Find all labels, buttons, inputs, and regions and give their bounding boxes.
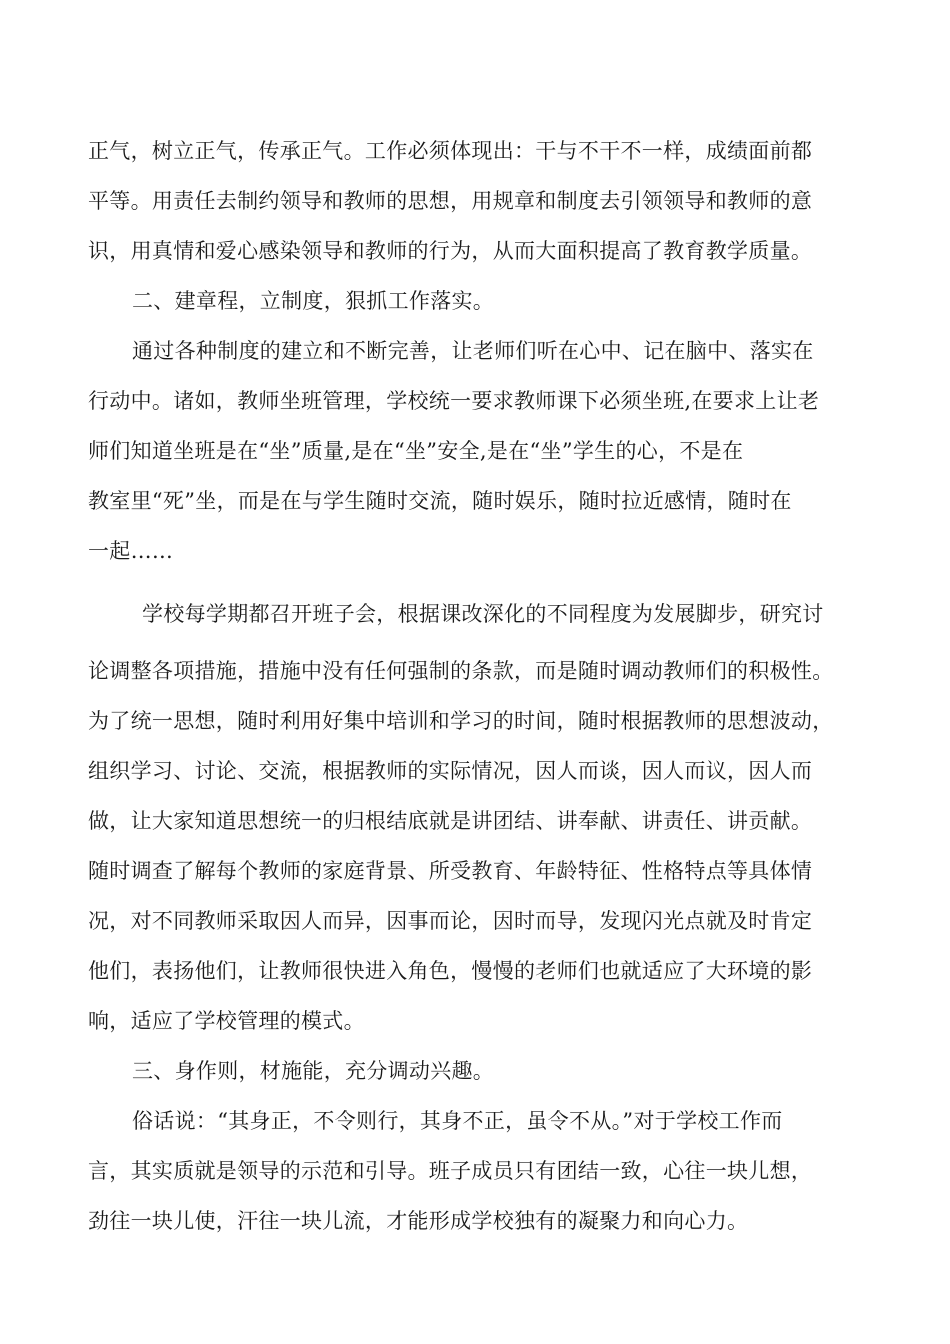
text-line: 教室里“死”坐，而是在与学生随时交流，随时娱乐，随时拉近感情，随时在	[88, 489, 792, 513]
text-line: 师们知道坐班是在“坐”质量,是在“坐”安全,是在“坐”学生的心，不是在	[88, 439, 744, 463]
text-line: 行动中。诸如，教师坐班管理，学校统一要求教师课下必须坐班,在要求上让老	[88, 389, 820, 413]
text-line: 为了统一思想，随时利用好集中培训和学习的时间，随时根据教师的思想波动，	[88, 709, 834, 733]
section-heading: 三、身作则，材施能，充分调动兴趣。	[132, 1059, 495, 1083]
text-line: 俗话说：“其身正，不令则行，其身不正，虽令不从。”对于学校工作而	[132, 1109, 783, 1133]
text-line: 随时调查了解每个教师的家庭背景、所受教育、年龄特征、性格特点等具体情	[88, 859, 813, 883]
text-line: 识，用真情和爱心感染领导和教师的行为，从而大面积提高了教育教学质量。	[88, 239, 813, 263]
text-line: 做，让大家知道思想统一的归根结底就是讲团结、讲奉献、讲责任、讲贡献。	[88, 809, 813, 833]
text-line: 况，对不同教师采取因人而异，因事而论，因时而导，发现闪光点就及时肯定	[88, 909, 813, 933]
text-line: 响，适应了学校管理的模式。	[88, 1009, 365, 1033]
section-heading: 二、建章程，立制度，狠抓工作落实。	[132, 289, 495, 313]
text-line: 劲往一块儿使，汗往一块儿流，才能形成学校独有的凝聚力和向心力。	[88, 1209, 749, 1233]
text-line: 一起……	[88, 539, 174, 563]
text-line: 组织学习、讨论、交流，根据教师的实际情况，因人而谈，因人而议，因人而	[88, 759, 813, 783]
text-line: 论调整各项措施，措施中没有任何强制的条款，而是随时调动教师们的积极性。	[88, 659, 834, 683]
text-line: 正气，树立正气，传承正气。工作必须体现出：干与不干不一样，成绩面前都	[88, 139, 813, 163]
document-body	[88, 126, 856, 1246]
text-line: 学校每学期都召开班子会，根据课改深化的不同程度为发展脚步，研究讨	[142, 602, 824, 626]
text-line: 平等。用责任去制约领导和教师的思想，用规章和制度去引领领导和教师的意	[88, 189, 813, 213]
text-line: 他们，表扬他们，让教师很快进入角色，慢慢的老师们也就适应了大环境的影	[88, 959, 813, 983]
text-line: 言，其实质就是领导的示范和引导。班子成员只有团结一致，心往一块儿想，	[88, 1159, 813, 1183]
text-line: 通过各种制度的建立和不断完善，让老师们听在心中、记在脑中、落实在	[132, 339, 814, 363]
